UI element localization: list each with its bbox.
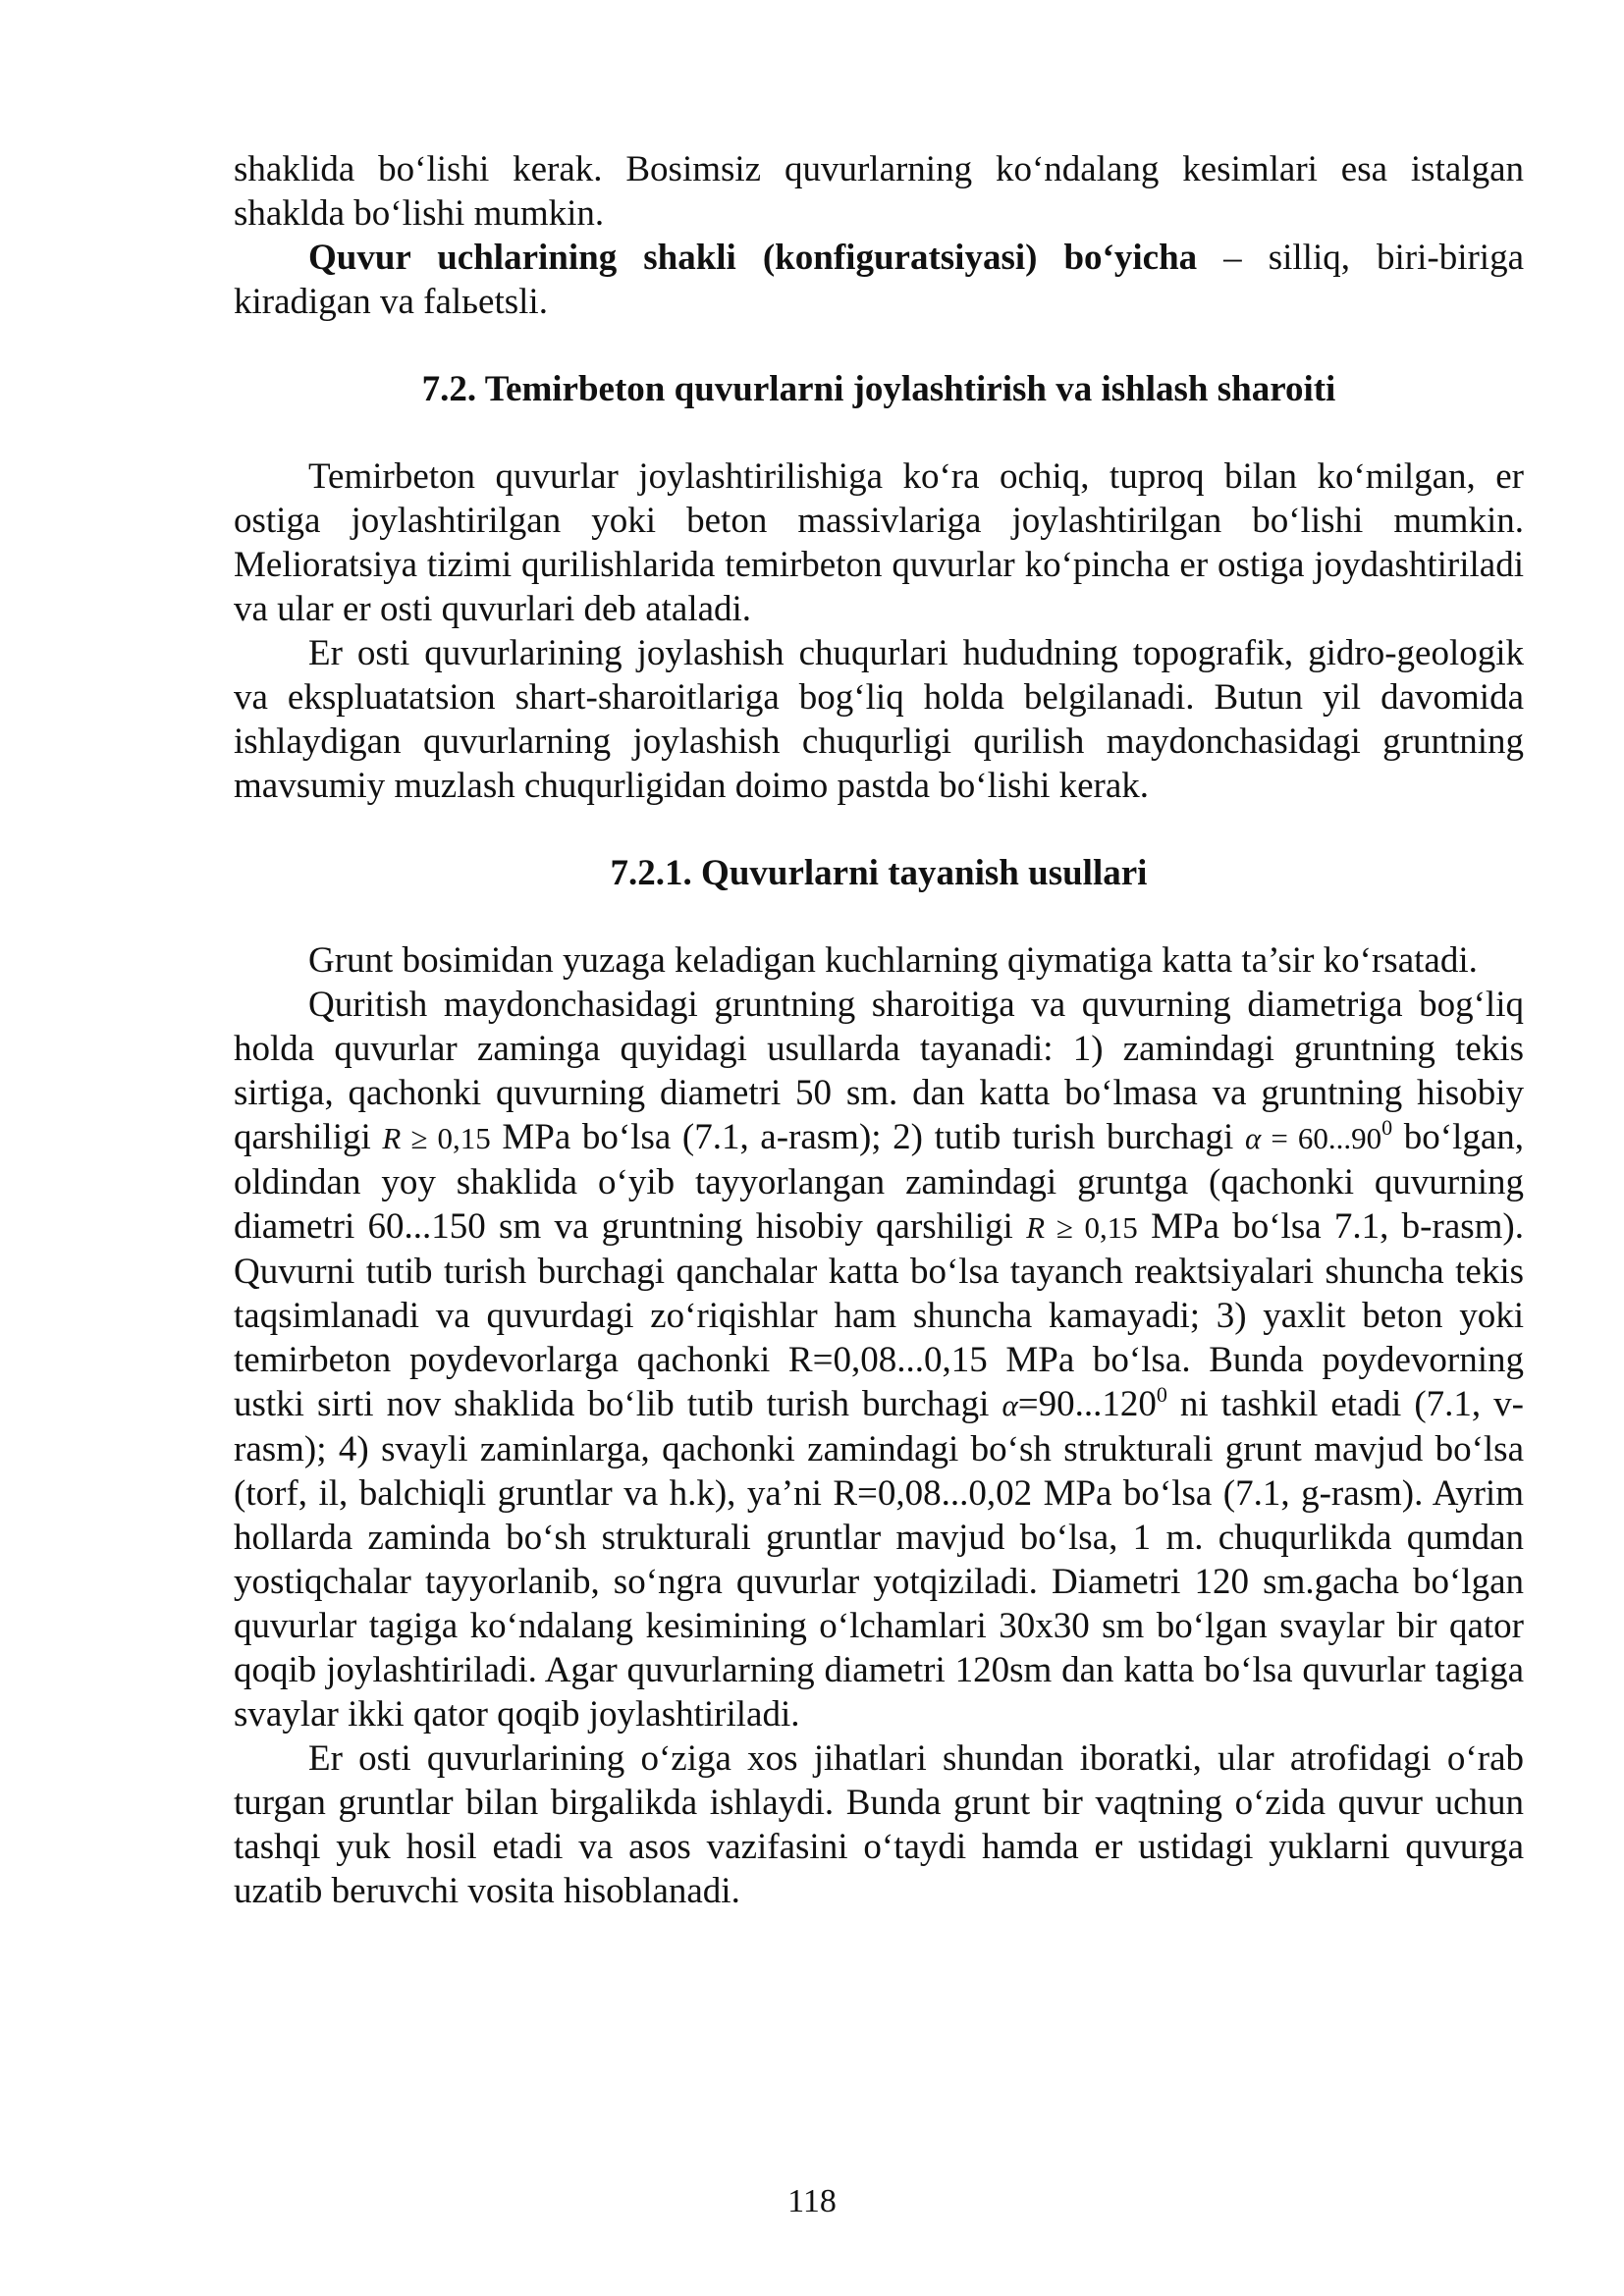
formula-alpha-superscript-2: 0 <box>1156 1382 1167 1407</box>
section-heading-7-2: 7.2. Temirbeton quvurlarni joylashtirish va ishlash sharoiti <box>421 369 1336 409</box>
formula-r-value: ≥ 0,15 <box>401 1121 491 1155</box>
paragraph-2-bold-lead: Quvur uchlarining shakli (konfiguratsiyasi) bo‘yicha <box>308 238 1198 278</box>
paragraph-7: Er osti quvurlarining o‘ziga xos jihatlari shundan iboratki, ular atrofidagi o‘rab turgan gruntlar bilan birgalikda ishlaydi. Bunda grunt bir vaqtning o‘zida quvur uchun tashqi yuk hosil etadi va asos vazifasini o‘taydi hamda er ustidagi yuklarni quvurga uzatib beruvchi vosita hisoblanadi. <box>234 1738 1524 1911</box>
paragraph-1 <box>234 147 1524 236</box>
paragraph-2-text: – silliq, biri-biriga kiradigan va falьetsli. <box>234 238 1524 322</box>
formula-r-variable: R <box>382 1121 402 1155</box>
formula-alpha-variable: α <box>1244 1121 1262 1155</box>
paragraph-6-part-5: =90...120 <box>1017 1384 1157 1424</box>
formula-alpha-value: = 60...90 <box>1261 1121 1382 1155</box>
formula-r-value-2: ≥ 0,15 <box>1045 1210 1138 1245</box>
paragraph-4: Er osti quvurlarining joylashish chuqurlari hududning topografik, gidro-geologik va ekspluatatsion shart-sharoitlariga bog‘liq holda belgilanadi. Butun yil davomida ishlaydigan quvurlarning joylashish chuqurligi qurilish maydonchasidagi gruntning mavsumiy muzlash chuqurligidan doimo pastda bo‘lishi kerak. <box>234 633 1524 806</box>
formula-alpha-variable-2: α <box>1001 1388 1018 1422</box>
page-number: 118 <box>787 2183 837 2219</box>
paragraph-6-part-2: MPa bo‘lsa (7.1, a-rasm); 2) tutib turish burchagi <box>490 1117 1245 1157</box>
paragraph-5: Grunt bosimidan yuzaga keladigan kuchlarning qiymatiga katta ta’sir ko‘rsatadi. <box>308 940 1478 981</box>
paragraph-3: Temirbeton quvurlar joylashtirilishiga ko‘ra ochiq, tuproq bilan ko‘milgan, er ostiga joylashtirilgan yoki beton massivlariga joylashtirilgan bo‘lishi mumkin. Melioratsiya tizimi qurilishlarida temirbeton quvurlar ko‘pincha er ostiga joydashtiriladi va ular er osti quvurlari deb ataladi. <box>234 456 1524 629</box>
paragraph-6-part-3: bo‘lgan, oldindan yoy shaklida o‘yib tayyorlangan zamindagi gruntga (qachonki quvurning diametri 60...150 sm va gruntning hisobiy qarshiligi <box>234 1117 1525 1247</box>
formula-alpha-superscript: 0 <box>1381 1115 1393 1140</box>
formula-r-variable-2: R <box>1026 1210 1046 1245</box>
paragraph-1-text: shaklida bo‘lishi kerak. Bosimsiz quvurlarning ko‘ndalang kesimlari esa istalgan shaklda bo‘lishi mumkin. <box>234 149 1524 234</box>
document-body <box>234 147 1524 1913</box>
paragraph-2 <box>234 236 1524 324</box>
paragraph-6-part-6: ni tashkil etadi (7.1, v-rasm); 4) svayli zaminlarga, qachonki zamindagi bo‘sh strukturali grunt mavjud bo‘lsa (torf, il, balchiqli gruntlar va h.k), ya’ni R=0,08...0,02 MPa bo‘lsa (7.1, g-rasm). Ayrim hollarda zaminda bo‘sh strukturali gruntlar mavjud bo‘lsa, 1 m. chuqurlikda qumdan yostiqchalar tayyorlanib, so‘ngra quvurlar yotqiziladi. Diametri 120 sm.gacha bo‘lgan quvurlar tagiga ko‘ndalang kesimining o‘lchamlari 30x30 sm bo‘lgan svaylar bir qator qoqib joylashtiriladi. Agar quvurlarning diametri 120sm dan katta bo‘lsa quvurlar tagiga svaylar ikki qator qoqib joylashtiriladi. <box>234 1384 1524 1735</box>
paragraph-6 <box>234 983 1524 1736</box>
paragraph-6-part-1: Quritish maydonchasidagi gruntning sharoitiga va quvurning diametriga bog‘liq holda quvurlar zaminga quyidagi usullarda tayanadi: 1) zamindagi gruntning tekis sirtiga, qachonki quvurning diametri 50 sm. dan katta bo‘lmasa va gruntning hisobiy qarshiligi <box>234 985 1524 1157</box>
paragraph-6-part-4: MPa bo‘lsa 7.1, b-rasm). Quvurni tutib turish burchagi qanchalar katta bo‘lsa tayanch reaktsiyalari shuncha tekis taqsimlanadi va quvurdagi zo‘riqishlar ham shuncha kamayadi; 3) yaxlit beton yoki temirbeton poydevorlarga qachonki R=0,08...0,15 MPa bo‘lsa. Bunda poydevorning ustki sirti nov shaklida bo‘lib tutib turish burchagi <box>234 1206 1524 1424</box>
section-heading-7-2-1: 7.2.1. Quvurlarni tayanish usullari <box>610 853 1148 893</box>
